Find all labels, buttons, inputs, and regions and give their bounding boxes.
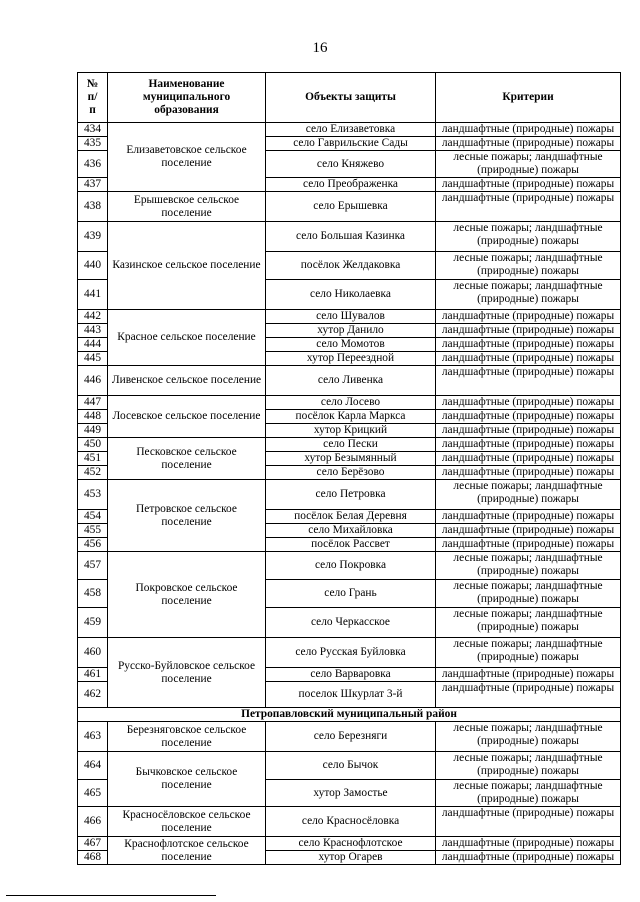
row-number: 435	[78, 137, 108, 151]
table-row	[78, 807, 621, 837]
municipality-cell: Русско-Буйловское сельское поселение	[108, 638, 266, 708]
object-cell: посёлок Карла Маркса	[266, 410, 436, 424]
table-row	[78, 752, 621, 780]
object-cell: село Елизаветовка	[266, 123, 436, 137]
row-number: 437	[78, 178, 108, 192]
row-number: 446	[78, 366, 108, 396]
municipality-cell: Казинское сельское поселение	[108, 222, 266, 310]
municipality-cell: Петровское сельское поселение	[108, 480, 266, 552]
row-number: 455	[78, 524, 108, 538]
municipality-cell: Елизаветовское сельское поселение	[108, 123, 266, 192]
criteria-cell: ландшафтные (природные) пожары	[436, 524, 621, 538]
object-cell: посёлок Желдаковка	[266, 252, 436, 280]
municipality-cell: Бычковское сельское поселение	[108, 752, 266, 807]
row-number: 447	[78, 396, 108, 410]
object-cell: село Варваровка	[266, 668, 436, 682]
row-number: 441	[78, 280, 108, 310]
criteria-cell: ландшафтные (природные) пожары	[436, 538, 621, 552]
criteria-cell: лесные пожары; ландшафтные (природные) пожары	[436, 752, 621, 780]
municipality-cell: Ливенское сельское поселение	[108, 366, 266, 396]
row-number: 444	[78, 338, 108, 352]
municipality-cell: Покровское сельское поселение	[108, 552, 266, 638]
criteria-cell: ландшафтные (природные) пожары	[436, 324, 621, 338]
row-number: 465	[78, 780, 108, 807]
row-number: 453	[78, 480, 108, 510]
object-cell: село Гаврильские Сады	[266, 137, 436, 151]
criteria-cell: лесные пожары; ландшафтные (природные) пожары	[436, 608, 621, 638]
object-cell: село Ливенка	[266, 366, 436, 396]
object-cell: село Березняги	[266, 722, 436, 752]
object-cell: село Шувалов	[266, 310, 436, 324]
criteria-cell: ландшафтные (природные) пожары	[436, 438, 621, 452]
criteria-cell: ландшафтные (природные) пожары	[436, 310, 621, 324]
table-row	[78, 366, 621, 396]
object-cell: село Николаевка	[266, 280, 436, 310]
object-cell: село Большая Казинка	[266, 222, 436, 252]
table-row	[78, 222, 621, 252]
object-cell: село Красносёловка	[266, 807, 436, 837]
row-number: 436	[78, 151, 108, 178]
row-number: 456	[78, 538, 108, 552]
header-municipality-label: Наименование муниципального образования	[142, 78, 231, 116]
row-number: 463	[78, 722, 108, 752]
row-number: 451	[78, 452, 108, 466]
object-cell: село Покровка	[266, 552, 436, 580]
row-number: 466	[78, 807, 108, 837]
header-criteria-label: Критерии	[502, 91, 554, 103]
criteria-cell: ландшафтные (природные) пожары	[436, 668, 621, 682]
object-cell: хутор Крицкий	[266, 424, 436, 438]
criteria-cell: лесные пожары; ландшафтные (природные) пожары	[436, 151, 621, 178]
row-number: 461	[78, 668, 108, 682]
row-number: 454	[78, 510, 108, 524]
row-number: 468	[78, 851, 108, 865]
criteria-cell: ландшафтные (природные) пожары	[436, 396, 621, 410]
municipality-cell: Краснофлотское сельское поселение	[108, 837, 266, 865]
page-number: 16	[312, 40, 328, 56]
municipality-cell: Красное сельское поселение	[108, 310, 266, 366]
object-cell: село Берёзово	[266, 466, 436, 480]
object-cell: село Черкасское	[266, 608, 436, 638]
object-cell: хутор Данило	[266, 324, 436, 338]
criteria-cell: лесные пожары; ландшафтные (природные) пожары	[436, 722, 621, 752]
row-number: 464	[78, 752, 108, 780]
row-number: 443	[78, 324, 108, 338]
criteria-cell: лесные пожары; ландшафтные (природные) пожары	[436, 252, 621, 280]
row-number: 449	[78, 424, 108, 438]
criteria-cell: ландшафтные (природные) пожары	[436, 123, 621, 137]
row-number: 452	[78, 466, 108, 480]
criteria-cell: ландшафтные (природные) пожары	[436, 410, 621, 424]
municipality-cell: Лосевское сельское поселение	[108, 396, 266, 438]
table-row	[78, 192, 621, 222]
object-cell: посёлок Рассвет	[266, 538, 436, 552]
criteria-cell: ландшафтные (природные) пожары	[436, 851, 621, 865]
criteria-cell: лесные пожары; ландшафтные (природные) пожары	[436, 280, 621, 310]
criteria-cell: ландшафтные (природные) пожары	[436, 682, 621, 708]
object-cell: поселок Шкурлат 3-й	[266, 682, 436, 708]
object-cell: село Бычок	[266, 752, 436, 780]
municipality-cell: Песковское сельское поселение	[108, 438, 266, 480]
row-number: 459	[78, 608, 108, 638]
criteria-cell: ландшафтные (природные) пожары	[436, 510, 621, 524]
criteria-cell: ландшафтные (природные) пожары	[436, 137, 621, 151]
object-cell: село Княжево	[266, 151, 436, 178]
criteria-cell: лесные пожары; ландшафтные (природные) пожары	[436, 638, 621, 668]
municipality-cell: Березняговское сельское поселение	[108, 722, 266, 752]
municipality-cell: Красносёловское сельское поселение	[108, 807, 266, 837]
row-number: 462	[78, 682, 108, 708]
row-number: 458	[78, 580, 108, 608]
object-cell: посёлок Белая Деревня	[266, 510, 436, 524]
object-cell: хутор Замостье	[266, 780, 436, 807]
header-objects	[266, 73, 436, 123]
criteria-cell: лесные пожары; ландшафтные (природные) пожары	[436, 222, 621, 252]
object-cell: село Русская Буйловка	[266, 638, 436, 668]
district-title: Петропавловский муниципальный район	[78, 708, 621, 722]
criteria-cell: ландшафтные (природные) пожары	[436, 366, 621, 396]
table-row	[78, 480, 621, 510]
header-num-label: № п/ п	[86, 78, 99, 116]
object-cell: село Михайловка	[266, 524, 436, 538]
criteria-cell: ландшафтные (природные) пожары	[436, 338, 621, 352]
object-cell: село Лосево	[266, 396, 436, 410]
table-header-row	[78, 73, 621, 123]
object-cell: хутор Безымянный	[266, 452, 436, 466]
table-row	[78, 123, 621, 137]
object-cell: село Ерышевка	[266, 192, 436, 222]
object-cell: село Петровка	[266, 480, 436, 510]
header-municipality	[108, 73, 266, 123]
table-row	[78, 552, 621, 580]
criteria-cell: ландшафтные (природные) пожары	[436, 452, 621, 466]
footer-divider	[6, 895, 216, 896]
object-cell: село Момотов	[266, 338, 436, 352]
row-number: 457	[78, 552, 108, 580]
criteria-cell: ландшафтные (природные) пожары	[436, 807, 621, 837]
row-number: 439	[78, 222, 108, 252]
table-row	[78, 837, 621, 851]
table-row	[78, 396, 621, 410]
district-row	[78, 708, 621, 722]
object-cell: село Пески	[266, 438, 436, 452]
criteria-cell: лесные пожары; ландшафтные (природные) пожары	[436, 480, 621, 510]
criteria-cell: ландшафтные (природные) пожары	[436, 424, 621, 438]
object-cell: хутор Огарев	[266, 851, 436, 865]
header-criteria	[436, 73, 621, 123]
table-row	[78, 638, 621, 668]
row-number: 434	[78, 123, 108, 137]
criteria-cell: ландшафтные (природные) пожары	[436, 837, 621, 851]
row-number: 442	[78, 310, 108, 324]
object-cell: село Преображенка	[266, 178, 436, 192]
protection-objects-table	[77, 72, 621, 865]
criteria-cell: ландшафтные (природные) пожары	[436, 178, 621, 192]
table-row	[78, 438, 621, 452]
criteria-cell: лесные пожары; ландшафтные (природные) пожары	[436, 552, 621, 580]
criteria-cell: ландшафтные (природные) пожары	[436, 352, 621, 366]
criteria-cell: лесные пожары; ландшафтные (природные) пожары	[436, 780, 621, 807]
criteria-cell: лесные пожары; ландшафтные (природные) пожары	[436, 580, 621, 608]
row-number: 438	[78, 192, 108, 222]
criteria-cell: ландшафтные (природные) пожары	[436, 192, 621, 222]
criteria-cell: ландшафтные (природные) пожары	[436, 466, 621, 480]
table-row	[78, 310, 621, 324]
header-num	[78, 73, 108, 123]
row-number: 445	[78, 352, 108, 366]
object-cell: хутор Переездной	[266, 352, 436, 366]
row-number: 467	[78, 837, 108, 851]
table-row	[78, 722, 621, 752]
row-number: 450	[78, 438, 108, 452]
row-number: 448	[78, 410, 108, 424]
row-number: 460	[78, 638, 108, 668]
object-cell: село Краснофлотское	[266, 837, 436, 851]
object-cell: село Грань	[266, 580, 436, 608]
header-objects-label: Объекты защиты	[305, 91, 396, 103]
row-number: 440	[78, 252, 108, 280]
municipality-cell: Ерышевское сельское поселение	[108, 192, 266, 222]
